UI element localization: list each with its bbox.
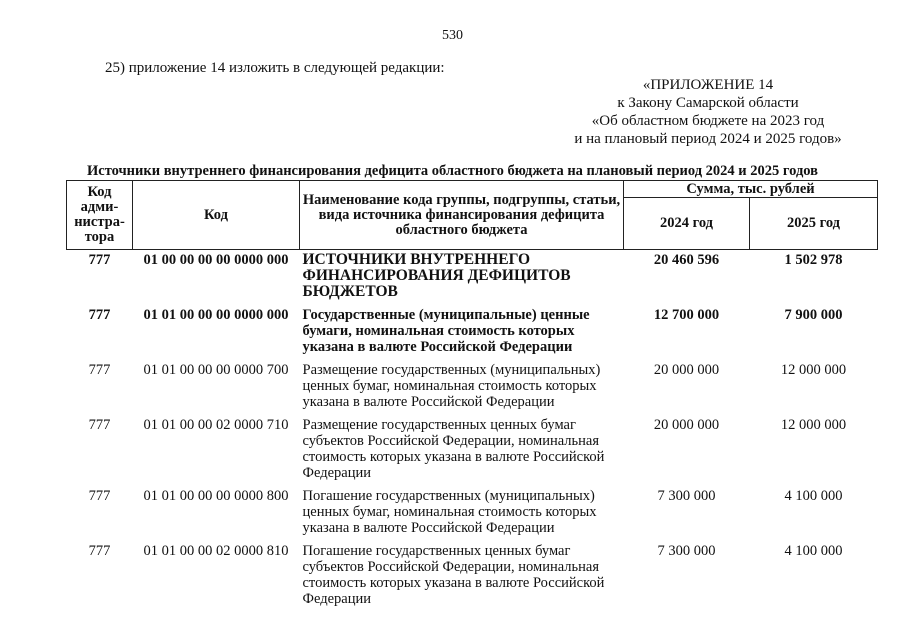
code-cell: 01 01 00 00 02 0000 810 (143, 543, 289, 559)
admin-code-cell: 777 (88, 362, 111, 378)
value-2025-cell: 1 502 978 (784, 252, 843, 268)
page-number: 530 (442, 28, 463, 43)
financing-sources-table (66, 180, 878, 612)
name-cell: Размещение государственных ценных бумаг субъектов Российской Федерации, номинальная стоимость которых указана в валюте Российской Федерации (302, 417, 605, 481)
appendix-line-3: «Об областном бюджете на 2023 год (591, 113, 825, 129)
name-cell: Размещение государственных (муниципальных) ценных бумаг, номинальная стоимость которых указана в валюте Российской Федерации (302, 362, 601, 410)
admin-code-cell: 777 (88, 488, 111, 504)
admin-code-cell: 777 (88, 543, 111, 559)
code-cell: 01 01 00 00 00 0000 000 (143, 307, 289, 323)
header-year-2024: 2024 год (624, 198, 750, 250)
admin-code-cell: 777 (88, 252, 111, 268)
appendix-line-4: и на плановый период 2024 и 2025 годов» (574, 131, 842, 147)
table-title: Источники внутреннего финансирования дефицита областного бюджета на плановый период 2024 и 2025 годов (86, 163, 819, 179)
code-cell: 01 01 00 00 02 0000 710 (143, 417, 289, 433)
value-2025-cell: 4 100 000 (784, 543, 843, 559)
header-year-2025: 2025 год (750, 198, 878, 250)
table-row (67, 415, 878, 486)
value-2024-cell: 7 300 000 (657, 543, 716, 559)
value-2025-cell: 7 900 000 (784, 307, 843, 323)
table-row (67, 541, 878, 612)
value-2024-cell: 20 460 596 (653, 252, 720, 268)
appendix-line-2: к Закону Самарской области (617, 95, 799, 111)
header-sum: Сумма, тыс. рублей (624, 181, 878, 198)
header-name: Наименование кода группы, подгруппы, статьи, вида источника финансирования дефицита областного бюджета (300, 181, 624, 250)
code-cell: 01 01 00 00 00 0000 700 (143, 362, 289, 378)
admin-code-cell: 777 (88, 417, 111, 433)
intro-text: 25) приложение 14 изложить в следующей редакции: (105, 60, 445, 76)
appendix-line-1: «ПРИЛОЖЕНИЕ 14 (642, 77, 774, 93)
code-cell: 01 01 00 00 00 0000 800 (143, 488, 289, 504)
table-row (67, 360, 878, 415)
value-2024-cell: 20 000 000 (653, 362, 720, 378)
admin-code-cell: 777 (88, 307, 111, 323)
value-2024-cell: 12 700 000 (653, 307, 720, 323)
name-cell: ИСТОЧНИКИ ВНУТРЕННЕГО ФИНАНСИРОВАНИЯ ДЕФИЦИТОВ БЮДЖЕТОВ (302, 251, 571, 300)
value-2025-cell: 12 000 000 (780, 417, 847, 433)
appendix-heading (563, 76, 853, 148)
code-cell: 01 00 00 00 00 0000 000 (143, 252, 289, 268)
value-2024-cell: 20 000 000 (653, 417, 720, 433)
table-row (67, 250, 878, 306)
name-cell: Погашение государственных (муниципальных) ценных бумаг, номинальная стоимость которых указана в валюте Российской Федерации (302, 488, 597, 536)
value-2025-cell: 4 100 000 (784, 488, 843, 504)
name-cell: Погашение государственных ценных бумаг субъектов Российской Федерации, номинальная стоимость которых указана в валюте Российской Федерации (302, 543, 605, 607)
header-code: Код (133, 181, 300, 250)
table-row (67, 305, 878, 360)
table-row (67, 486, 878, 541)
value-2024-cell: 7 300 000 (657, 488, 716, 504)
value-2025-cell: 12 000 000 (780, 362, 847, 378)
header-admin-code: Код адми-нистра-тора (67, 181, 133, 250)
name-cell: Государственные (муниципальные) ценные бумаги, номинальная стоимость которых указана в валюте Российской Федерации (302, 307, 590, 355)
